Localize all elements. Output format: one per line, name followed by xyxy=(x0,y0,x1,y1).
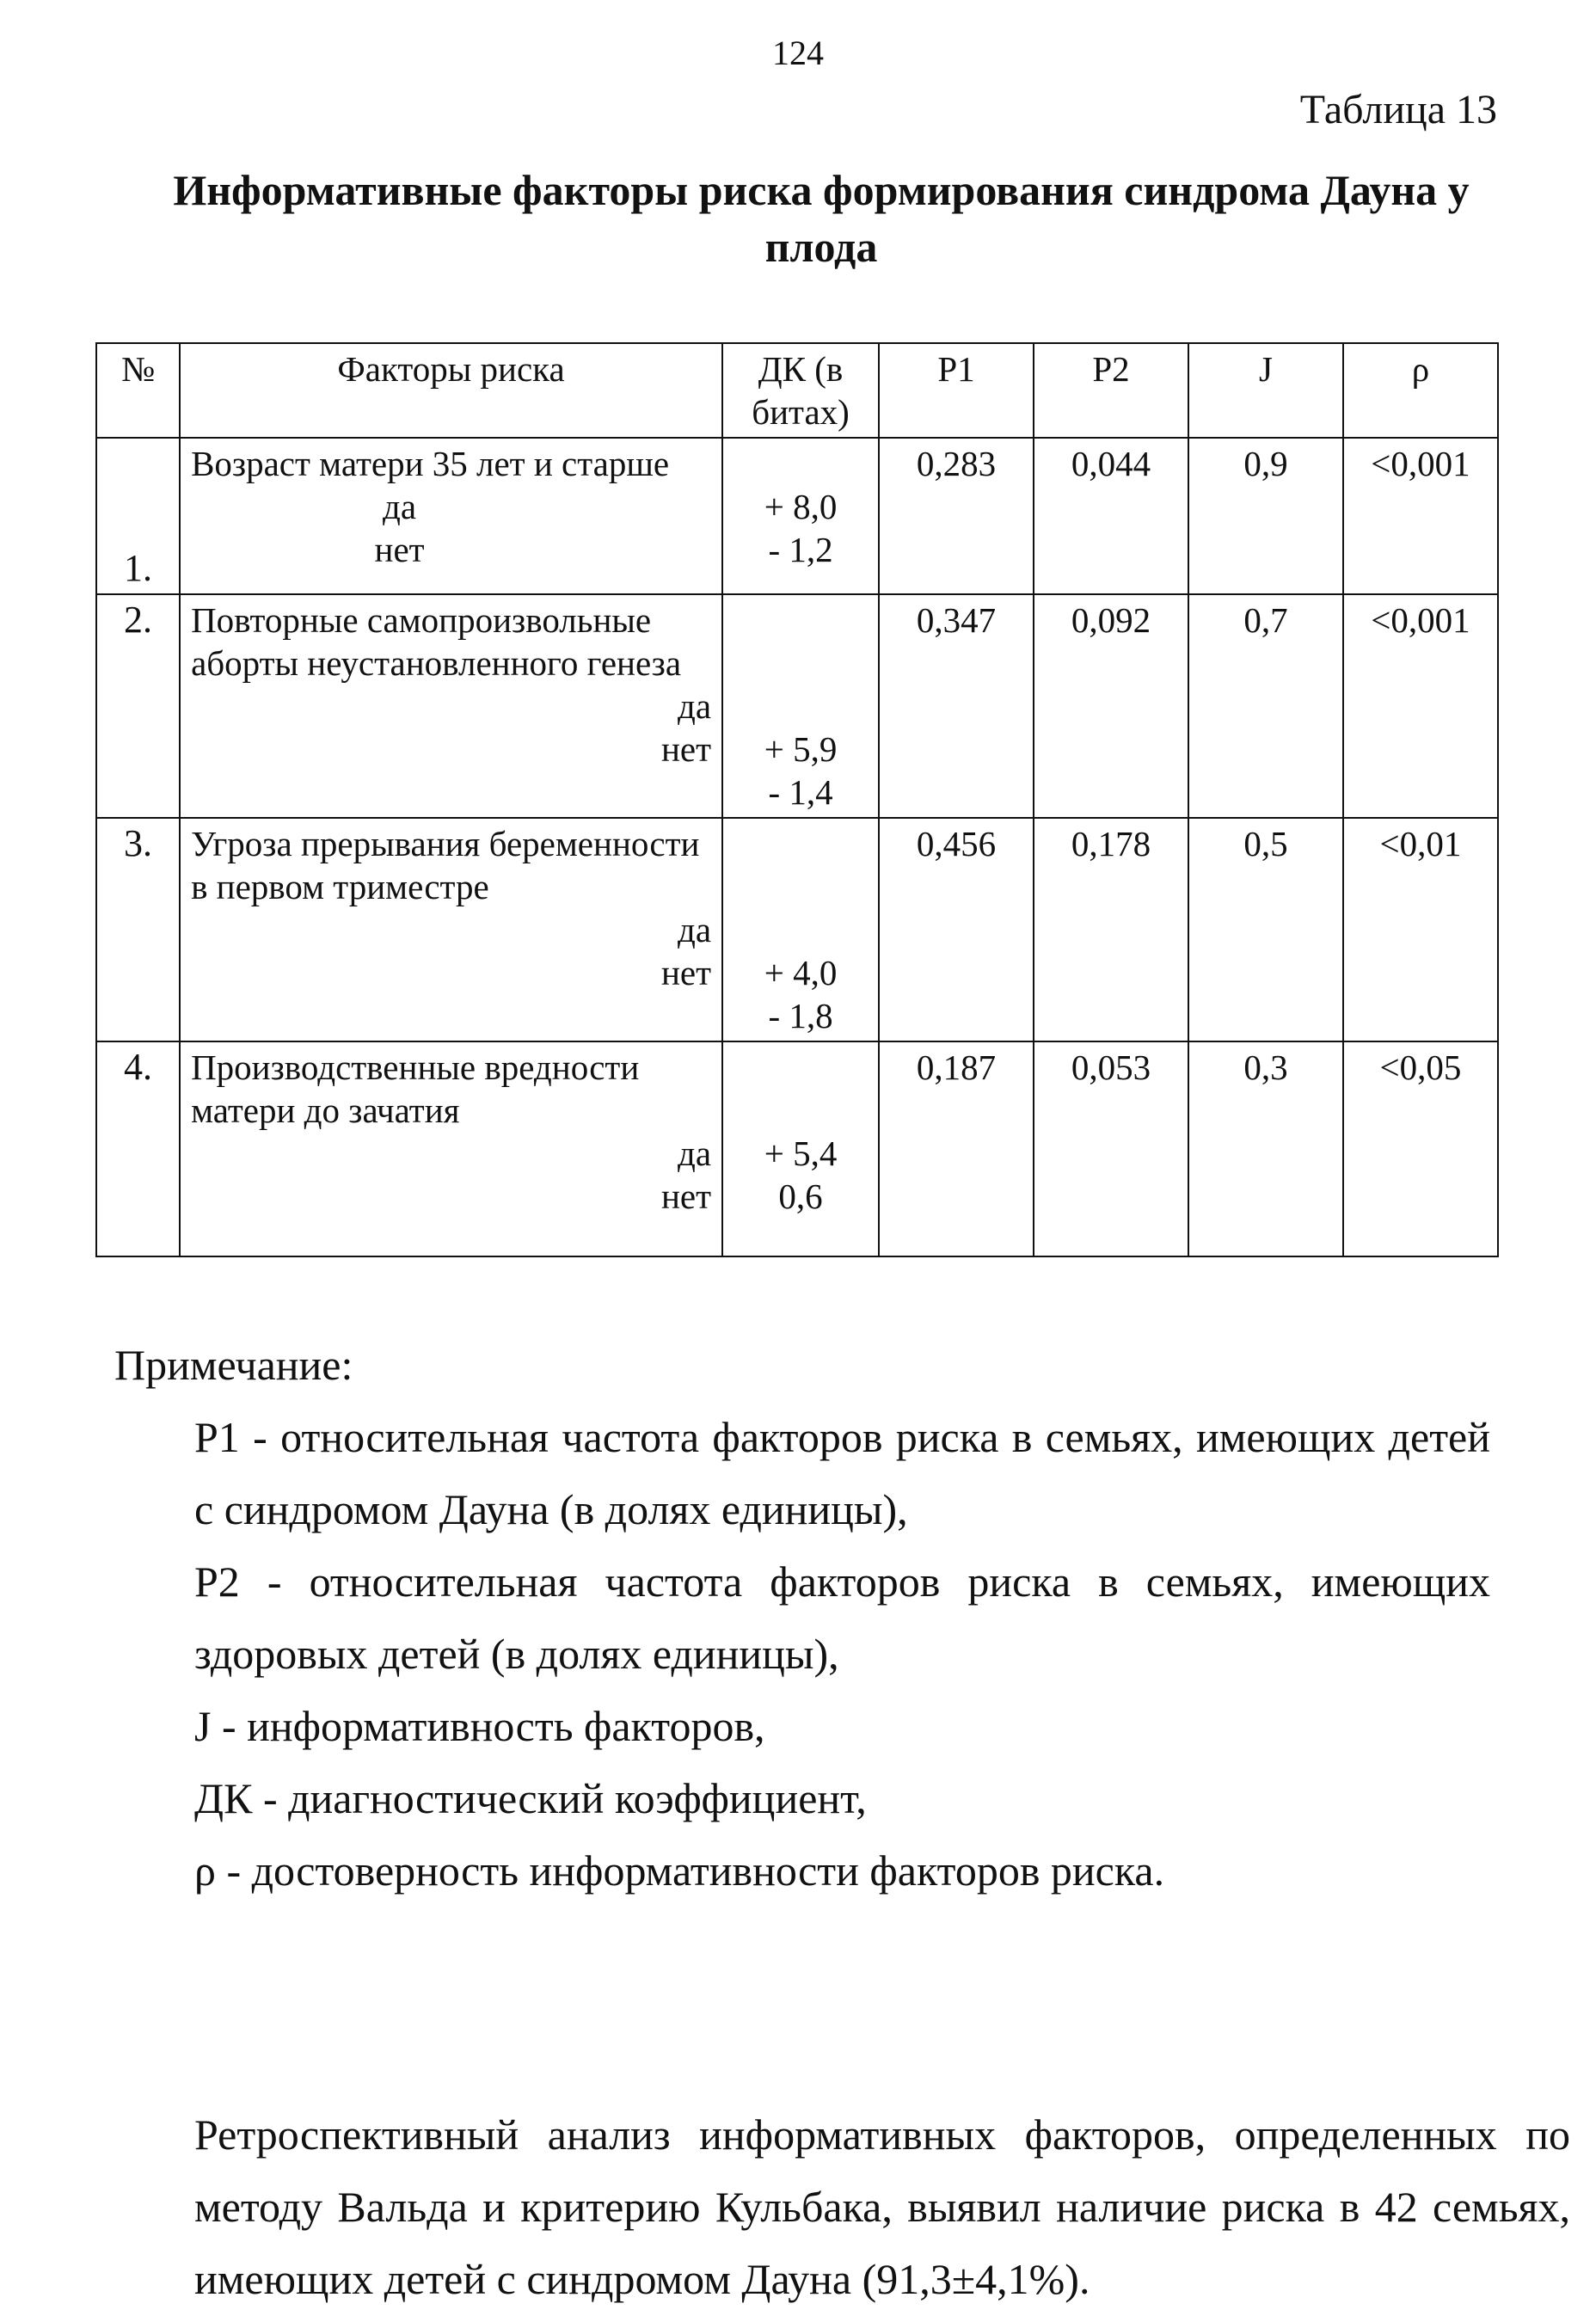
row-num: 2. xyxy=(96,594,180,818)
option-no-label: нет xyxy=(374,530,425,569)
table-header-row xyxy=(96,343,1498,438)
dk-yes-value: + 5,4 xyxy=(764,1133,838,1173)
header-dk: ДК (в битах) xyxy=(722,343,879,438)
table-row xyxy=(96,1041,1498,1256)
note-dk: ДК - диагностический коэффициент, xyxy=(194,1774,867,1822)
rho-value: <0,01 xyxy=(1343,818,1498,1041)
header-p2: P2 xyxy=(1034,343,1188,438)
row-factor-cell xyxy=(180,594,722,818)
header-factor: Факторы риска xyxy=(180,343,722,438)
rho-value: <0,001 xyxy=(1343,594,1498,818)
note-j: J - информативность факторов, xyxy=(194,1702,765,1750)
row-num: 3. xyxy=(96,818,180,1041)
dk-no-value: - 1,8 xyxy=(768,996,833,1035)
header-rho: ρ xyxy=(1343,343,1498,438)
dk-no-value: 0,6 xyxy=(778,1176,823,1216)
row-factor-cell xyxy=(180,1041,722,1256)
notes-section xyxy=(114,1329,1490,1907)
option-yes-label: да xyxy=(677,910,712,949)
note-p1: P1 - относительная частота факторов риска в семьях, имеющих детей с синдромом Дауна (в долях единицы), xyxy=(194,1413,1490,1533)
header-p1: P1 xyxy=(879,343,1034,438)
row-dk-cell xyxy=(722,1041,879,1256)
row-factor: Возраст матери 35 лет и старше xyxy=(191,444,670,483)
row-dk-cell xyxy=(722,594,879,818)
row-num: 4. xyxy=(96,1041,180,1256)
header-j: J xyxy=(1188,343,1343,438)
table-row xyxy=(96,594,1498,818)
option-yes-label: да xyxy=(677,1133,712,1173)
table-row xyxy=(96,818,1498,1041)
row-dk-cell xyxy=(722,438,879,594)
row-factor: Производственные вредности матери до зачатия xyxy=(191,1047,640,1130)
rho-value: <0,001 xyxy=(1343,438,1498,594)
j-value: 0,9 xyxy=(1188,438,1343,594)
p1-value: 0,283 xyxy=(879,438,1034,594)
j-value: 0,7 xyxy=(1188,594,1343,818)
j-value: 0,3 xyxy=(1188,1041,1343,1256)
table-row xyxy=(96,438,1498,594)
p2-value: 0,053 xyxy=(1034,1041,1188,1256)
p1-value: 0,347 xyxy=(879,594,1034,818)
p2-value: 0,092 xyxy=(1034,594,1188,818)
risk-factors-table xyxy=(95,342,1499,1257)
row-factor: Угроза прерывания беременности в первом триместре xyxy=(191,824,700,906)
rho-value: <0,05 xyxy=(1343,1041,1498,1256)
option-no-label: нет xyxy=(660,953,712,992)
note-p2: P2 - относительная частота факторов риска в семьях, имеющих здоровых детей (в долях единицы), xyxy=(194,1557,1490,1678)
dk-yes-value: + 8,0 xyxy=(764,487,838,526)
p2-value: 0,044 xyxy=(1034,438,1188,594)
row-factor: Повторные самопроизвольные аборты неустановленного генеза xyxy=(191,600,682,683)
note-rho: ρ - достоверность информативности факторов риска. xyxy=(194,1846,1165,1895)
option-no-label: нет xyxy=(660,1176,712,1216)
p2-value: 0,178 xyxy=(1034,818,1188,1041)
p1-value: 0,456 xyxy=(879,818,1034,1041)
dk-yes-value: + 4,0 xyxy=(764,953,838,992)
option-yes-label: да xyxy=(383,487,417,526)
dk-no-value: - 1,4 xyxy=(768,772,833,812)
dk-no-value: - 1,2 xyxy=(768,530,833,569)
j-value: 0,5 xyxy=(1188,818,1343,1041)
row-factor-cell xyxy=(180,818,722,1041)
table-caption: Таблица 13 xyxy=(1299,87,1497,132)
page-number: 124 xyxy=(772,34,824,72)
dk-yes-value: + 5,9 xyxy=(764,729,838,769)
body-paragraph: Ретроспективный анализ информативных факторов, определенных по методу Вальда и критерию Кульбака, выявил наличие риска в 42 семьях, имеющих детей с синдромом Дауна (91,3±4,1%). xyxy=(194,2110,1570,2303)
option-yes-label: да xyxy=(677,686,712,726)
option-no-label: нет xyxy=(660,729,712,769)
header-num: № xyxy=(96,343,180,438)
table-title: Информативные факторы риска формирования синдрома Дауна у плода xyxy=(173,166,1470,271)
row-num: 1. xyxy=(96,438,180,594)
p1-value: 0,187 xyxy=(879,1041,1034,1256)
row-dk-cell xyxy=(722,818,879,1041)
notes-heading: Примечание: xyxy=(114,1341,353,1389)
row-factor-cell xyxy=(180,438,722,594)
